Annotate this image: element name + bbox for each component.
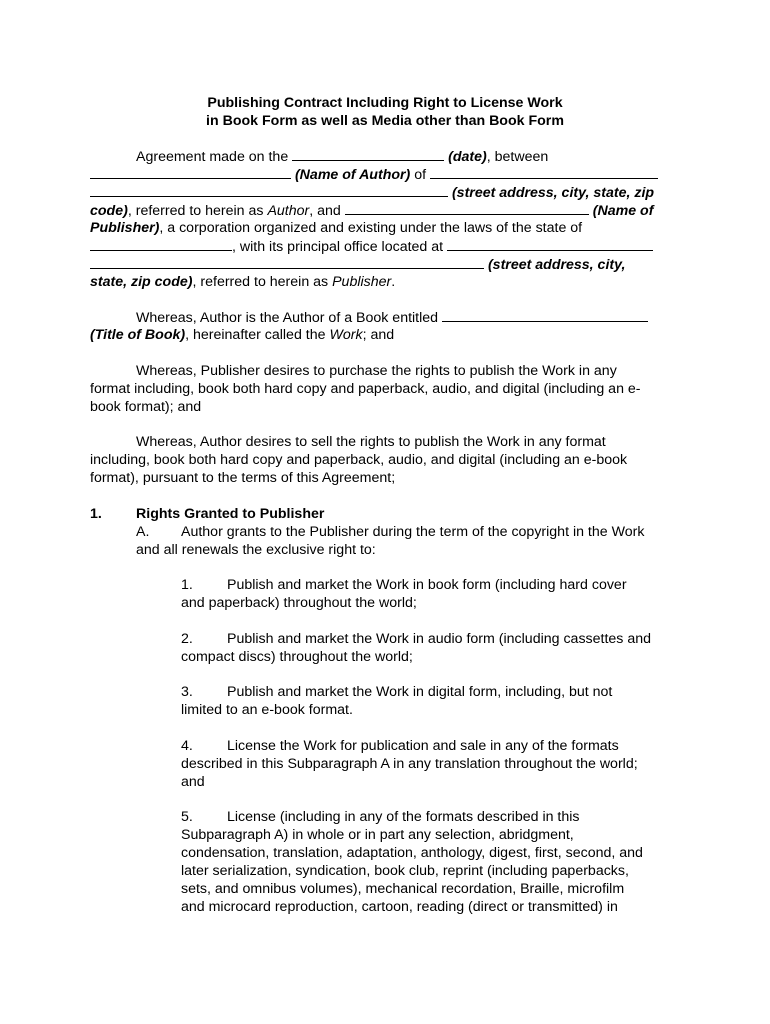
author-address-blank-2[interactable] [90, 183, 448, 197]
state-zip-label: state, zip code) [90, 274, 193, 290]
section-1-number: 1. [90, 506, 102, 522]
whereas2-line-3: book format); and [90, 399, 202, 415]
whereas3-line-3: format), pursuant to the terms of this Agreement; [90, 470, 396, 486]
item-4-number: 4. [181, 738, 193, 754]
whereas1-text: ; and [362, 327, 395, 343]
author-term: Author [267, 203, 310, 219]
intro-text: , with its principal office located at [232, 239, 444, 255]
author-name-blank[interactable] [90, 165, 291, 179]
item-5-line-2: Subparagraph A) in whole or in part any selection, abridgment, [181, 827, 574, 843]
intro-text: , a corporation organized and existing under the laws of the state of [159, 220, 583, 236]
sub-a-line-2: and all renewals the exclusive right to: [136, 542, 376, 558]
item-3-line-2: limited to an e-book format. [181, 702, 353, 718]
item-5-number: 5. [181, 809, 193, 825]
title-line-1: Publishing Contract Including Right to License Work [207, 95, 563, 111]
item-1-line-2: and paperback) throughout the world; [181, 595, 417, 611]
whereas1-text: , hereinafter called the [185, 327, 326, 343]
whereas1-line-2 [90, 326, 394, 344]
intro-text: , referred to herein as [127, 203, 264, 219]
item-3-line-1: Publish and market the Work in digital form, including, but not [227, 684, 613, 700]
sub-a-line-1: Author grants to the Publisher during the term of the copyright in the Work [181, 524, 645, 540]
item-5-line-5: sets, and omnibus volumes), mechanical recordation, Braille, microfilm [181, 881, 625, 897]
author-address-blank-1[interactable] [430, 165, 658, 179]
section-1-heading: Rights Granted to Publisher [136, 506, 325, 522]
book-title-blank[interactable] [442, 308, 648, 322]
item-5-line-3: condensation, translation, adaptation, anthology, digest, first, second, and [181, 845, 643, 861]
street-address-city-label: (street address, city, [487, 257, 626, 273]
intro-line-8 [90, 273, 395, 291]
date-blank[interactable] [292, 147, 444, 161]
street-address-label: (street address, city, state, zip [451, 185, 655, 201]
intro-line-6 [90, 237, 653, 256]
author-name-label: (Name of Author) [294, 167, 411, 183]
title-of-book-label: (Title of Book) [90, 327, 186, 343]
intro-text: Agreement made on the [136, 149, 289, 165]
work-term: Work [329, 327, 363, 343]
item-1-line-1: Publish and market the Work in book form (including hard cover [227, 577, 627, 593]
title-line-2: in Book Form as well as Media other than Book Form [206, 113, 564, 129]
code-label: code) [90, 203, 128, 219]
item-1-number: 1. [181, 577, 193, 593]
item-4-line-2: described in this Subparagraph A in any translation throughout the world; [181, 756, 638, 772]
intro-line-3 [90, 183, 654, 202]
item-2-line-1: Publish and market the Work in audio form (including cassettes and [227, 631, 652, 647]
publisher-name-label: (Name of [592, 203, 654, 219]
whereas2-line-1: Whereas, Publisher desires to purchase the rights to publish the Work in any [136, 363, 617, 379]
whereas1-text: Whereas, Author is the Author of a Book entitled [136, 310, 439, 326]
intro-line-7 [90, 255, 625, 274]
intro-text: . [391, 274, 396, 290]
item-3-number: 3. [181, 684, 193, 700]
intro-line-5 [90, 219, 582, 237]
intro-text: , and [309, 203, 341, 219]
whereas3-line-1: Whereas, Author desires to sell the rights to publish the Work in any format [136, 434, 606, 450]
publisher-name-blank[interactable] [345, 201, 589, 215]
whereas1-line-1 [136, 308, 648, 327]
intro-line-1 [136, 147, 548, 166]
sub-a-label: A. [136, 524, 150, 540]
intro-text: , between [486, 149, 549, 165]
item-5-line-4: later serialization, syndication, book club, reprint (including paperbacks, [181, 863, 629, 879]
item-2-line-2: compact discs) throughout the world; [181, 649, 413, 665]
state-blank[interactable] [90, 237, 232, 251]
intro-line-2 [90, 165, 658, 184]
date-label: (date) [448, 149, 487, 165]
whereas2-line-2: format including, book both hard copy and paperback, audio, and digital (including an e- [90, 381, 641, 397]
office-address-blank-1[interactable] [447, 237, 653, 251]
item-4-line-3: and [181, 774, 205, 790]
publisher-label: Publisher) [90, 220, 160, 236]
whereas3-line-2: including, book both hard copy and paperback, audio, and digital (including an e-book [90, 452, 628, 468]
item-5-line-1: License (including in any of the formats described in this [227, 809, 580, 825]
office-address-blank-2[interactable] [90, 255, 484, 269]
intro-line-4 [90, 201, 653, 220]
item-2-number: 2. [181, 631, 193, 647]
item-5-line-6: and microcard reproduction, cartoon, reading (direct or transmitted) in [181, 899, 618, 915]
intro-text: , referred to herein as [192, 274, 329, 290]
intro-text: of [414, 167, 427, 183]
item-4-line-1: License the Work for publication and sale in any of the formats [227, 738, 619, 754]
publisher-term: Publisher [332, 274, 392, 290]
